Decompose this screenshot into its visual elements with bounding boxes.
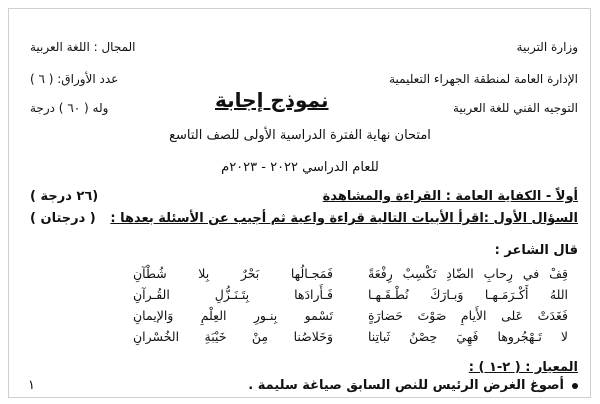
question-score: ( درجتان )	[30, 211, 96, 226]
task-item	[248, 378, 578, 393]
subject-field: المجال : اللغة العربية	[30, 40, 136, 54]
section-score: (٢٦ درجة )	[30, 189, 99, 204]
total-marks: وله ( ٦٠ ) درجة	[30, 101, 109, 115]
ministry-name: وزارة التربية	[516, 40, 578, 54]
poet-label: قال الشاعر :	[494, 243, 578, 258]
verse-line	[98, 287, 578, 308]
criterion-label: المعيار : ( ٢-١ ) :	[468, 360, 578, 375]
verse-line	[98, 329, 578, 350]
verse-second-hemistich: تَسْمو بِنـورِ العِلْمِ وَالإيمانِ	[133, 308, 333, 323]
poem	[98, 266, 578, 350]
verse-first-hemistich: لا تَـهْجُروها فَهِيَ حِصْنُ ثَباتِنا	[368, 329, 568, 344]
exam-year: للعام الدراسي ٢٠٢٢ - ٢٠٢٣م	[221, 160, 379, 175]
verse-second-hemistich: وَخَلاصُنا مِنْ خَيْبَةِ الخُسْرانِ	[133, 329, 333, 344]
verse-line	[98, 266, 578, 287]
exam-title: امتحان نهاية الفترة الدراسية الأولى للصف التاسع	[169, 128, 431, 143]
question-prompt: السؤال الأول :اقرأ الأبيات التالية قراءة واعية ثم أجيب عن الأسئلة بعدها :	[110, 211, 578, 226]
page-number: ١	[28, 378, 35, 393]
verse-first-hemistich: فَغَدَتْ عَلى الأَيامِ صَوْتَ حَضارَةٍ	[368, 308, 568, 323]
verse-line	[98, 308, 578, 329]
supervision-name: التوجيه الفني للغة العربية	[452, 101, 578, 115]
verse-second-hemistich: فَـأَرادَها بِتَـنَـزُّلِ القُـرآنِ	[133, 287, 333, 302]
verse-first-hemistich: قِفْ في رِحابِ الضّادِ تَكْسِبْ رِفْعَةً	[368, 266, 568, 281]
directorate-name: الإدارة العامة لمنطقة الجهراء التعليمية	[389, 72, 578, 86]
verse-first-hemistich: اللهُ أَكْـرَمَـهـا وَبـارَكَ نُطْـقَـهـا	[368, 287, 568, 302]
page-count: عدد الأوراق: ( ٦ )	[30, 72, 119, 86]
model-answer-title: نموذج إجابة	[215, 88, 329, 112]
verse-second-hemistich: فَمَجـالُها بَحْرٌ بِلا شُطْآنِ	[133, 266, 333, 281]
bullet-icon	[572, 383, 578, 389]
task-text: أصوغ الغرض الرئيس للنص السابق صياغة سليمة .	[248, 378, 564, 393]
section-title: أولاً - الكفاية العامة : القراءة والمشاهدة	[322, 189, 578, 204]
